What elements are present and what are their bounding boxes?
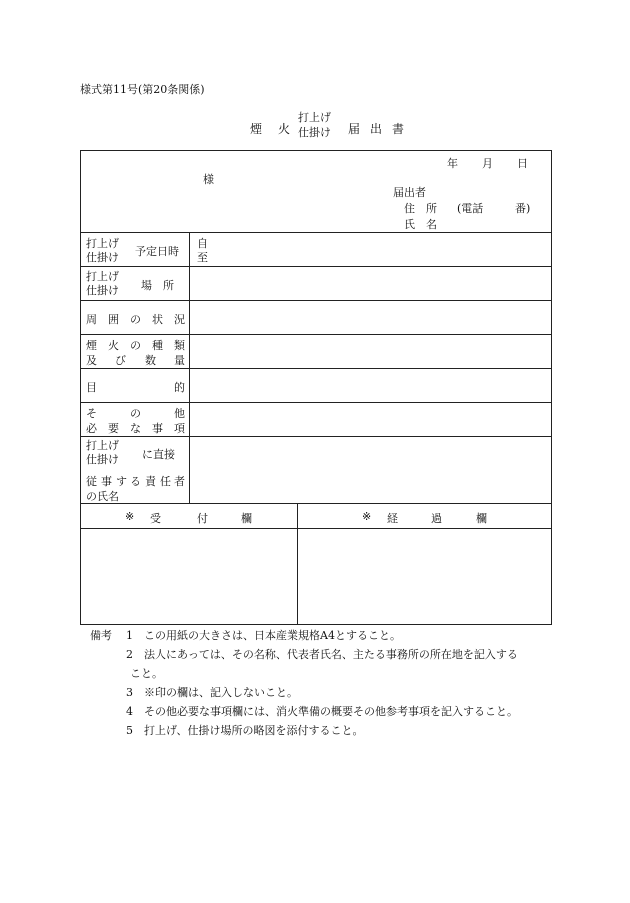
date-month-label: 月 bbox=[482, 157, 493, 170]
label-char: 煙 bbox=[86, 339, 97, 352]
note-text: ※印の欄は、記入しないこと。 bbox=[144, 686, 298, 699]
note-number: 1 bbox=[126, 629, 133, 642]
date-year-label: 年 bbox=[447, 157, 458, 170]
row-divider bbox=[80, 334, 552, 335]
label-char: 者 bbox=[174, 475, 185, 488]
title-stack-bottom: 仕掛け bbox=[298, 126, 331, 139]
title-char: 火 bbox=[278, 122, 291, 136]
name-label: 氏 bbox=[404, 218, 415, 231]
label-char: 欄 bbox=[241, 512, 252, 525]
place-row-stack bbox=[86, 270, 119, 298]
label-char: の bbox=[130, 407, 141, 420]
label-char: 要 bbox=[108, 422, 119, 435]
label-char: 事 bbox=[101, 475, 112, 488]
responsible-stack bbox=[86, 439, 119, 467]
label-char: す bbox=[116, 475, 127, 488]
phone-suffix: 番) bbox=[515, 202, 531, 215]
label-char: 必 bbox=[86, 422, 97, 435]
title-char: 煙 bbox=[250, 122, 263, 136]
note-number: 4 bbox=[126, 705, 133, 718]
label-char: 受 bbox=[150, 512, 161, 525]
stack-bottom: 仕掛け bbox=[86, 284, 119, 297]
title-stack bbox=[298, 110, 331, 140]
column-divider bbox=[297, 503, 298, 625]
label-suffix: に直接 bbox=[142, 448, 175, 461]
label-char: 種 bbox=[152, 339, 163, 352]
place-label: 所 bbox=[163, 279, 174, 292]
row-divider bbox=[80, 232, 552, 233]
label-char: 数 bbox=[145, 354, 156, 367]
label-char: び bbox=[115, 354, 126, 367]
title-char: 出 bbox=[370, 122, 383, 136]
place-label: 場 bbox=[141, 279, 152, 292]
label-char: 事 bbox=[152, 422, 163, 435]
title-char: 届 bbox=[348, 122, 361, 136]
title-stack-top: 打上げ bbox=[298, 111, 331, 124]
row-divider bbox=[80, 368, 552, 369]
label-char: 付 bbox=[197, 512, 208, 525]
stack-bottom: 仕掛け bbox=[86, 251, 119, 264]
label-char: 状 bbox=[152, 313, 163, 326]
note-number: 3 bbox=[126, 686, 133, 699]
date-range bbox=[197, 237, 208, 265]
stack-top: 打上げ bbox=[86, 439, 119, 452]
label-char: 類 bbox=[174, 339, 185, 352]
row-divider bbox=[80, 436, 552, 437]
reference-mark: ※ bbox=[362, 510, 372, 523]
stack-bottom: 仕掛け bbox=[86, 453, 119, 466]
note-text-continued: こと。 bbox=[130, 667, 163, 680]
label-char: な bbox=[130, 422, 141, 435]
label-char: 任 bbox=[160, 475, 171, 488]
label-char: の bbox=[130, 339, 141, 352]
label-char: 責 bbox=[145, 475, 156, 488]
label-char: 従 bbox=[86, 475, 97, 488]
stack-top: 打上げ bbox=[86, 270, 119, 283]
row-divider bbox=[80, 503, 552, 504]
address-label: 所 bbox=[426, 202, 437, 215]
submitter-label: 届出者 bbox=[393, 186, 426, 199]
label-char: 経 bbox=[387, 512, 398, 525]
label-char: 囲 bbox=[108, 313, 119, 326]
note-text: 打上げ、仕掛け場所の略図を添付すること。 bbox=[144, 724, 364, 737]
column-divider bbox=[189, 232, 190, 503]
label-char: 火 bbox=[108, 339, 119, 352]
row-divider bbox=[80, 402, 552, 403]
label-char: 及 bbox=[86, 354, 97, 367]
date-from-label: 自 bbox=[197, 237, 208, 250]
label-char: 量 bbox=[174, 354, 185, 367]
label-char: そ bbox=[86, 407, 97, 420]
note-number: 5 bbox=[126, 724, 133, 737]
label-char: 況 bbox=[174, 313, 185, 326]
address-label: 住 bbox=[404, 202, 415, 215]
note-text: 法人にあっては、その名称、代表者氏名、主たる事務所の所在地を記入する bbox=[144, 648, 518, 661]
reference-mark: ※ bbox=[125, 510, 135, 523]
date-to-label: 至 bbox=[197, 251, 208, 264]
row-divider bbox=[80, 266, 552, 267]
label-char: 項 bbox=[174, 422, 185, 435]
form-table bbox=[80, 150, 552, 625]
note-text: この用紙の大きさは、日本産業規格A4とすること。 bbox=[144, 629, 401, 642]
label-char: る bbox=[130, 475, 141, 488]
label-char: 周 bbox=[86, 313, 97, 326]
addressee-label: 様 bbox=[203, 173, 214, 186]
purpose-label: 的 bbox=[174, 381, 185, 394]
note-number: 2 bbox=[126, 648, 133, 661]
purpose-label: 目 bbox=[86, 381, 97, 394]
stack-top: 打上げ bbox=[86, 237, 119, 250]
row-divider bbox=[80, 528, 552, 529]
scheduled-datetime-label: 予定日時 bbox=[135, 245, 179, 258]
label-char: の bbox=[130, 313, 141, 326]
date-day-label: 日 bbox=[517, 157, 528, 170]
notes-label: 備考 bbox=[90, 629, 112, 642]
phone-label: (電話 bbox=[457, 202, 484, 215]
form-number: 様式第11号(第20条関係) bbox=[80, 83, 205, 96]
title-char: 書 bbox=[392, 122, 405, 136]
label-char: 他 bbox=[174, 407, 185, 420]
label-char: 欄 bbox=[476, 512, 487, 525]
note-text: その他必要な事項欄には、消火準備の概要その他参考事項を記入すること。 bbox=[144, 705, 518, 718]
label-line: の氏名 bbox=[86, 490, 119, 503]
row-divider bbox=[80, 300, 552, 301]
date-row-stack bbox=[86, 237, 119, 265]
name-label: 名 bbox=[426, 218, 437, 231]
label-char: 過 bbox=[431, 512, 442, 525]
